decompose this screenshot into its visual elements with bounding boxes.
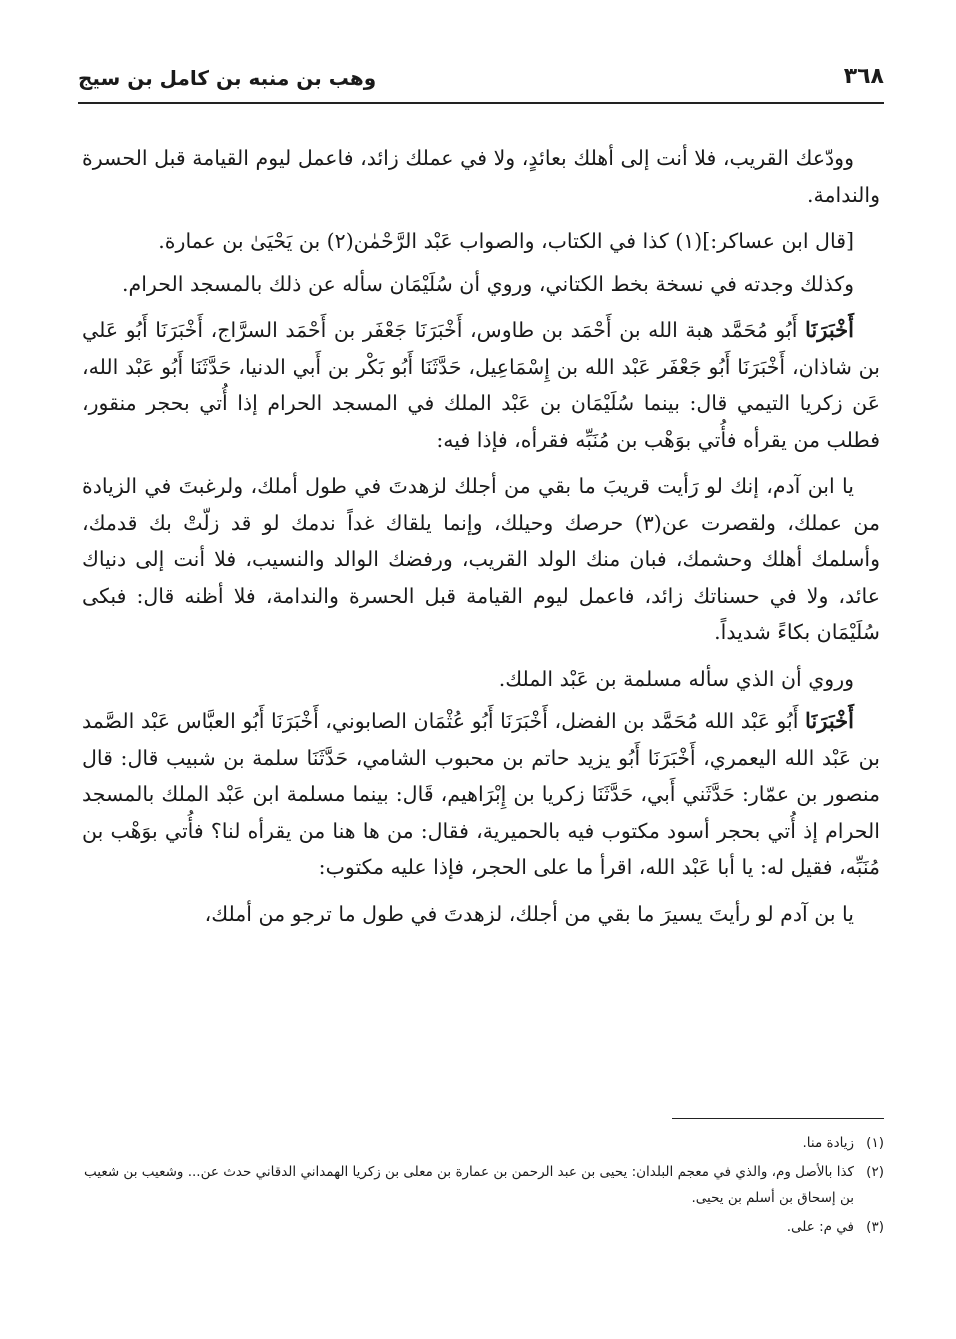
paragraph-4-text: أَبُو مُحَمَّد هبة الله بن أَحْمَد بن طاوس، أَخْبَرَنَا جَعْفَر بن أَحْمَد السرَّاج، أَخْبَرَنَا أَبُو عَلي بن شاذان، أَخْبَرَنَا أَبُو جَعْفَر عَبْد الله بن إِسْمَاعِيل، حَدَّثَنَا أَبُو بَكْر بن أَبي الدنيا، حَدَّثَنَا أَبُو عَبْد الله، عَن زكريا التيمي قال: بينما سُلَيْمَان بن عَبْد الملك في المسجد الحرام إذا أُتي بحجر منقور، فطلب من يقرأه فأُتي بوَهْب بن مُنَبِّه فقرأه، فإذا فيه:: [82, 318, 880, 452]
isnad-intro: أَخْبَرَنَا: [805, 708, 854, 733]
paragraph-7-text: أَبُو عَبْد الله مُحَمَّد بن الفضل، أَخْبَرَنَا أَبُو عُثْمَان الصابوني، أَخْبَرَنَا أَبُو العبَّاس عَبْد الصَّمد بن عَبْد الله اليعمري، أَخْبَرَنَا أَبُو يزيد حاتم بن محبوب الشامي، حَدَّثَنَا سلمة بن شبيب قال: قال منصور بن عمّار: حَدَّثَني أَبي، حَدَّثَنَا زكريا بن إِبْرَاهيم، قَال: بينما مسلمة ابن عَبْد الملك بالمسجد الحرام إذ أُتي بحجر أسود مكتوب فيه بالحميرية، فقال: من ها هنا من يقرأه لنا؟ فأُتي بوَهْب بن مُنَبِّه، فقيل له: يا أبا عَبْد الله، اقرأ ما على الحجر، فإذا عليه مكتوب:: [82, 709, 880, 879]
page-number: ٣٦٨: [843, 64, 884, 89]
footnote-number: (٢): [866, 1164, 884, 1180]
main-text: [82, 140, 880, 942]
isnad-intro: أَخْبَرَنَا: [805, 317, 854, 342]
footnote-2: [82, 1159, 884, 1211]
paragraph-7: [82, 703, 880, 886]
paragraph-5: يا ابن آدم، إنك لو رَأيت قريبَ ما بقي من أجلك لزهدتَ في طول أملك، ولرغبتَ في الزيادة من عملك، ولقصرت عن(٣) حرصك وحيلك، وإنما يلقاك غداً ندمك لو قد زلّتْ بك قدمك، وأسلمك أهلك وحشمك، فبان منك الولد القريب، ورفضك الوالد والنسيب، فلا أنت إلى دنياك عائد، ولا في حسناتك زائد، فاعمل ليوم القيامة قبل الحسرة والندامة، فلا أظنه قال: فبكى سُلَيْمَان بكاءً شديداً.: [82, 474, 880, 644]
running-title: وهب بن منبه بن كامل بن سيج: [78, 66, 377, 90]
footnote-separator: [672, 1118, 884, 1119]
paragraph-6: وروي أن الذي سأله مسلمة بن عَبْد الملك.: [498, 666, 854, 691]
footnotes: [82, 1130, 884, 1243]
paragraph-8: يا بن آدم لو رأيتَ يسيرَ ما بقي من أجلك، لزهدتَ في طول ما ترجو من أملك،: [204, 901, 854, 926]
footnote-text: في م: على.: [786, 1219, 854, 1235]
footnote-number: (١): [866, 1135, 884, 1151]
footnote-3: [82, 1214, 884, 1240]
paragraph-3: وكذلك وجدته في نسخة بخط الكتاني، وروي أن سُلَيْمَان سأله عن ذلك بالمسجد الحرام.: [122, 271, 854, 296]
paragraph-4: [82, 312, 880, 458]
paragraph-1: وودّعك القريب، فلا أنت إلى أهلك بعائدٍ، ولا في عملك زائد، فاعمل ليوم القيامة قبل الحسرة والندامة.: [82, 146, 880, 207]
footnote-number: (٣): [866, 1219, 884, 1235]
footnote-text: زيادة منا.: [802, 1135, 854, 1151]
footnote-text: كذا بالأصل وم، والذي في معجم البلدان: يحيى بن عبد الرحمن بن عمارة بن معلى بن زكريا الهمداني الدقاني حدث عن... وشعيب بن شعيب بن إسحاق بن أسلم بن يحيى.: [83, 1164, 854, 1206]
running-header: [78, 58, 884, 104]
footnote-1: [82, 1130, 884, 1156]
paragraph-2: [قال ابن عساكر:](١) كذا في الكتاب، والصواب عَبْد الرَّحْمٰن(٢) بن يَحْيَىٰ بن عمارة.: [158, 229, 854, 253]
